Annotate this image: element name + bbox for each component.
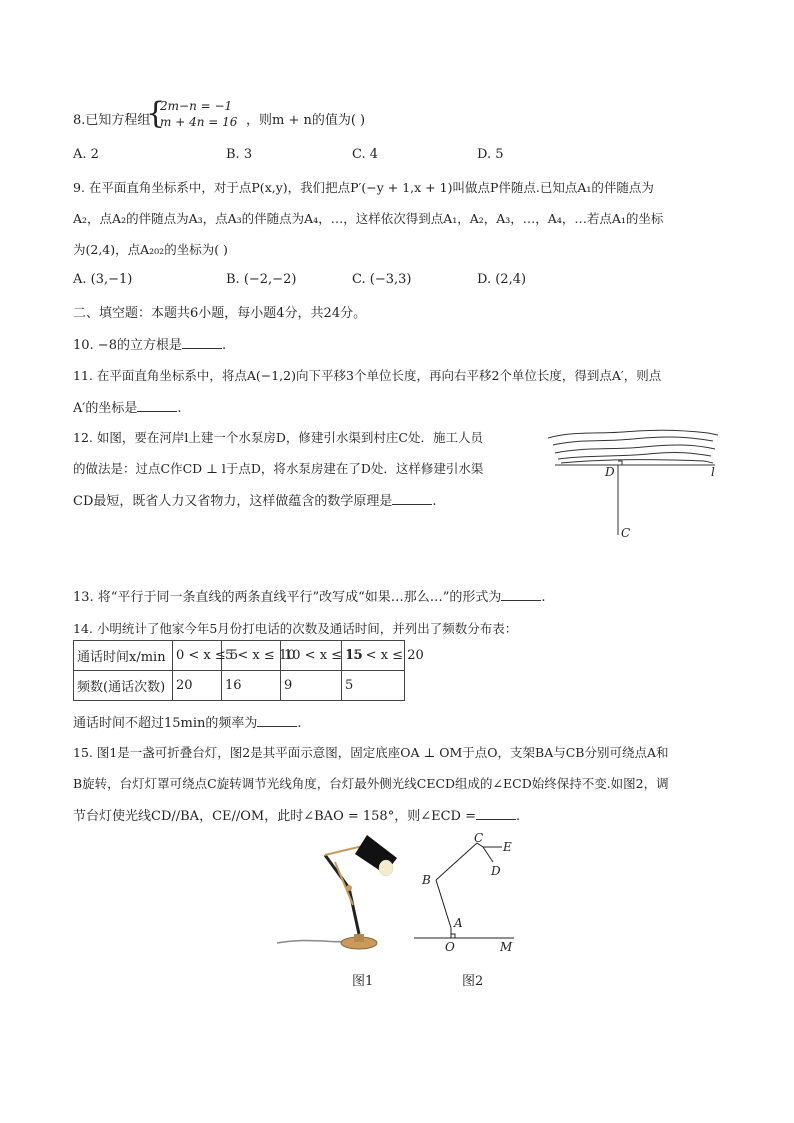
q9-line-1: 9. 在平面直角坐标系中，对于点P(x,y)，我们把点P′(−y + 1,x + 1)叫做点P伴随点.已知点A₁的伴随点为: [73, 180, 654, 195]
table-row: [74, 671, 405, 701]
river-bank-curve: [561, 460, 713, 463]
table-cell: 通话时间x/min: [74, 641, 173, 671]
frequency-table: [73, 640, 424, 701]
river-wave-2: [553, 437, 713, 445]
table-cell: 0 < x ≤ 5: [173, 641, 222, 671]
lamp-arm-lower: [349, 888, 359, 934]
q10-text: 10. −8的立方根是: [73, 338, 182, 353]
river-wave-4: [558, 453, 711, 459]
lamp-cord: [277, 940, 347, 943]
section-2-heading: 二、填空题：本题共6小题，每小题4分，共24分。: [73, 306, 367, 321]
table-cell: 频数(通话次数): [74, 671, 173, 701]
q9-option-d: D. (2,4): [477, 272, 527, 287]
q12-river-figure: [543, 425, 733, 545]
table-header-row: [74, 641, 405, 671]
segment-cd: [483, 847, 493, 862]
q11-line-1: 11. 在平面直角坐标系中，将点A(−1,2)向下平移3个单位长度，再向右平移2个单位长度，得到点A′，则点: [73, 368, 662, 383]
q10-end: .: [221, 338, 227, 353]
right-angle-mark: [451, 934, 455, 938]
lamp-arm-upper: [325, 855, 349, 888]
q8-prefix: 8.已知方程组: [73, 113, 151, 128]
q8-option-b: B. 3: [226, 147, 253, 162]
q15-answer-blank[interactable]: [476, 807, 516, 820]
segment-ab: [436, 880, 451, 928]
q8-brace: {: [146, 96, 166, 131]
table-cell: 16: [222, 671, 281, 701]
q15-end: .: [515, 809, 521, 824]
q10: [73, 334, 226, 353]
q9-line-3: 为(2,4)，点A₂₀₂的坐标为( ): [73, 242, 228, 257]
label-o: O: [445, 940, 455, 954]
lamp-joint: [346, 885, 352, 891]
label-d: D: [605, 465, 615, 479]
q11-end: .: [177, 401, 182, 416]
q8-option-c: C. 4: [352, 147, 379, 162]
table-cell: 10 < x ≤ 15: [281, 641, 342, 671]
river-wave-3: [555, 445, 715, 453]
q8-option-d: D. 5: [477, 147, 504, 162]
table-cell: 20: [173, 671, 222, 701]
q8-equation-2: m + 4n = 16: [160, 115, 238, 129]
q11-answer-blank[interactable]: [137, 399, 177, 412]
q14-intro: 14. 小明统计了他家今年5月份打电话的次数及通话时间，并列出了频数分布表：: [73, 621, 518, 636]
q11-line-2: [73, 397, 181, 416]
table-cell: 5: [342, 671, 405, 701]
q14-question: [73, 712, 302, 731]
q12-answer-blank[interactable]: [392, 492, 432, 505]
figure-1-caption: 图1: [352, 974, 374, 989]
q8-suffix: ，则m + n的值为( ): [246, 113, 366, 128]
label-c: C: [621, 526, 631, 540]
q15-line-3: [73, 805, 520, 824]
q12-line-1: 12. 如图，要在河岸l上建一个水泵房D，修建引水渠到村庄C处．施工人员: [73, 430, 483, 445]
q9-option-c: C. (−3,3): [352, 272, 412, 287]
lamp-bulb: [379, 860, 393, 876]
q9-option-b: B. (−2,−2): [226, 272, 297, 287]
q9-option-a: A. (3,−1): [73, 272, 133, 287]
q14-end: .: [297, 716, 302, 731]
q12-end: .: [432, 494, 437, 509]
q11-line-2-text: A′的坐标是: [73, 401, 138, 416]
q8-equation-1: 2m−n = −1: [160, 99, 233, 113]
right-angle-mark: [618, 461, 622, 465]
label-e: E: [503, 840, 512, 854]
q13-answer-blank[interactable]: [501, 588, 541, 601]
figure-2-caption: 图2: [462, 974, 484, 989]
q15-line-3-text: 节台灯使光线CD//BA，CE//OM，此时∠BAO = 158°，则∠ECD =: [73, 809, 476, 824]
q10-answer-blank[interactable]: [182, 336, 222, 349]
q12-line-3: [73, 490, 437, 509]
q14-question-text: 通话时间不超过15min的频率为: [73, 716, 258, 731]
label-b: B: [422, 873, 431, 887]
label-c: C: [474, 831, 484, 845]
q9-line-2: A₂，点A₂的伴随点为A₃，点A₃的伴随点为A₄，…，这样依次得到点A₁，A₂，A₃，…，A₄，…若点A₁的坐标: [73, 211, 664, 226]
lamp-arm-wood: [335, 862, 353, 905]
lamp-base-top: [354, 934, 364, 942]
table-cell: 5 < x ≤ 10: [222, 641, 281, 671]
table-cell: 9: [281, 671, 342, 701]
q8-option-a: A. 2: [73, 147, 99, 162]
label-m: M: [500, 940, 513, 954]
q14-answer-blank[interactable]: [257, 714, 297, 727]
label-l: l: [711, 465, 715, 479]
river-wave-1: [548, 430, 718, 438]
label-a: A: [454, 916, 463, 930]
q13-end: .: [541, 590, 546, 605]
table-cell: 15 < x ≤ 20: [342, 641, 405, 671]
q13: [73, 586, 546, 605]
q12-line-3-text: CD最短，既省人力又省物力，这样做蕴含的数学原理是: [73, 494, 393, 509]
q15-line-2: B旋转，台灯灯罩可绕点C旋转调节光线角度，台灯最外侧光线CECD组成的∠ECD始终保持不变.如图2，调: [73, 776, 669, 791]
q12-line-2: 的做法是：过点C作CD ⊥ l于点D，将水泵房建在了D处．这样修建引水渠: [73, 461, 484, 476]
lamp-photo: [275, 830, 405, 955]
q15-line-1: 15. 图1是一盏可折叠台灯，图2是其平面示意图，固定底座OA ⊥ OM于点O，支架BA与CB分别可绕点A和: [73, 745, 669, 760]
segment-bc: [436, 843, 477, 880]
label-d: D: [491, 864, 501, 878]
lamp-diagram: [410, 830, 530, 960]
q13-text: 13. 将“平行于同一条直线的两条直线平行”改写成“如果…那么…”的形式为: [73, 590, 502, 605]
